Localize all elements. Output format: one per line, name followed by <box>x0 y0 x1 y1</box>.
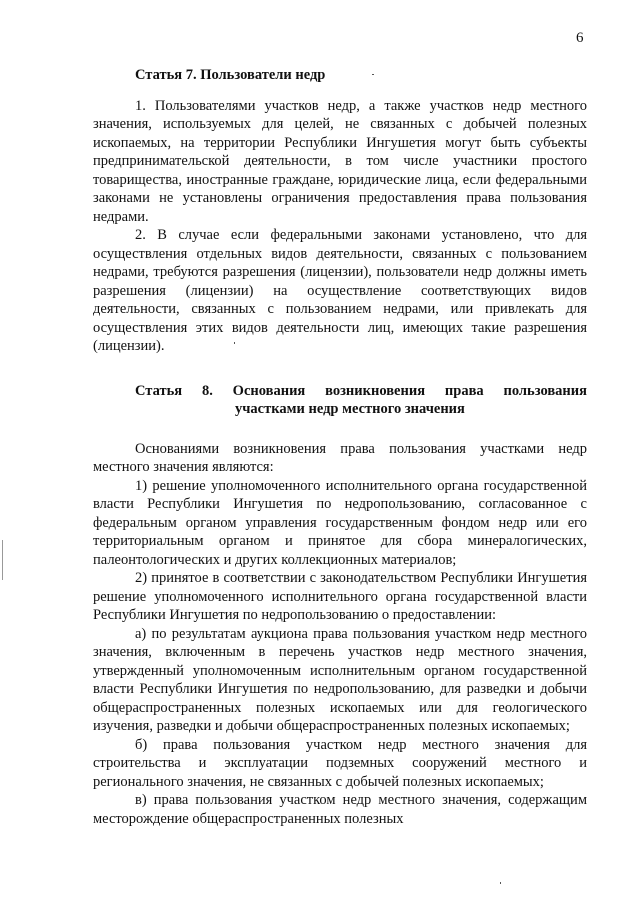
article-8-item-1: 1) решение уполномоченного исполнительного органа государственной власти Республики Ингушетия по недропользованию, согласованное с федеральным органом управления государственным фондом недр или его территориальным органом и принятое для сбора минералогических, палеонтологических и других коллекционных материалов; <box>93 477 587 568</box>
page-number: 6 <box>576 30 584 46</box>
article-7-heading: Статья 7. Пользователи недр <box>135 67 326 83</box>
article-7-paragraph-1: 1. Пользователями участков недр, а также участков недр местного значения, используемых для целей, не связанных с добычей полезных ископаемых, на территории Республики Ингушетия могут быть субъекты предпринимательской деятельности, в том числе участники простого товарищества, иностранные граждане, юридические лица, если федеральными законами не установлены ограничения предоставления права пользования недрами. <box>93 97 587 225</box>
article-8-item-2: 2) принятое в соответствии с законодательством Республики Ингушетия решение уполномоченного исполнительного органа государственной власти Республики Ингушетия по недропользованию о предоставлении: <box>93 570 587 623</box>
scan-speck <box>234 342 235 344</box>
article-8-heading-line-1: Статья 8. Основания возникновения права пользования <box>135 382 587 399</box>
article-8-paragraph-intro: Основаниями возникновения права пользования участками недр местного значения являются: <box>93 440 587 475</box>
article-8-heading <box>135 382 587 419</box>
article-8-subitem-v: в) права пользования участком недр местного значения, содержащим месторождение общераспространенных полезных <box>93 792 587 827</box>
article-7-paragraph-2: 2. В случае если федеральными законами установлено, что для осуществления отдельных видов деятельности, связанных с пользованием недрами, требуются разрешения (лицензии), пользователи недр должны иметь разрешения (лицензии) на осуществление соответствующих видов деятельности, связанных с пользованием недрами, или привлекать для осуществления этих видов деятельности лиц, имеющих такие разрешения (лицензии). <box>93 227 587 354</box>
scan-speck <box>372 74 374 75</box>
article-8-subitem-a: а) по результатам аукциона права пользования участком недр местного значения, включенным в перечень участков недр местного значения, утвержденный уполномоченным исполнительным органом государственной власти Республики Ингушетия по недропользованию, для разведки и добычи общераспространенных полезных ископаемых или для геологического изучения, разведки и добычи общераспространенных полезных ископаемых; <box>93 625 587 734</box>
document-body <box>93 66 587 828</box>
article-8-subitem-b: б) права пользования участком недр местного значения для строительства и эксплуатации подземных сооружений местного и регионального значения, не связанных с добычей полезных ископаемых; <box>93 736 587 790</box>
scan-speck <box>2 540 3 580</box>
article-8-heading-line-2: участками недр местного значения <box>235 401 465 417</box>
scan-speck <box>500 882 501 884</box>
